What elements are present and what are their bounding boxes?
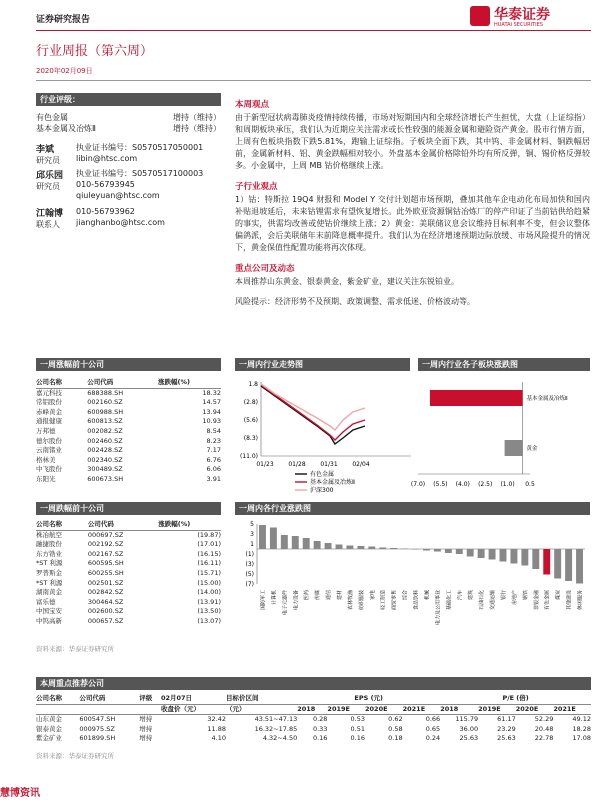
table-row: [36, 540, 221, 550]
table-cell: (13.91): [197, 597, 221, 606]
legend-label: 基本金属及冶炼Ⅱ: [310, 479, 355, 486]
table-cell: 东阳光: [36, 474, 56, 483]
losers-source: 资料来源：华泰证券研究所: [36, 645, 114, 653]
table-cell: 罗普斯金: [36, 568, 62, 577]
sub-text: 1）钴：特斯拉 19Q4 财报和 Model Y 交付计划超市场预期，叠加其他车企电动化布局加快和国内补贴退坡延后，未来钴锂需求有望恢复增长。此外欧亚资源铜钴冶炼厂的停产印证了当前钴供给趋紧的事实，供需均改善或使钴价继续上涨；2）黄金：美联储议息会议维持目标利率不变，但会议整体偏鸽派，会后美联储年末前降息概率提升。我们认为在经济增速预期边际放缓、市场风险提升的情况下，黄金保值性配置功能将再次体现。: [235, 195, 590, 252]
table-cell: 8.54: [206, 426, 221, 435]
recommend-title: 本周重点推荐公司: [36, 677, 591, 690]
table-cell: 通报健康: [36, 417, 62, 426]
x-tick-label: (1.0): [500, 481, 515, 488]
bar: [554, 549, 561, 579]
table-cell: 14.57: [202, 398, 221, 407]
table-cell: 688388.SH: [87, 388, 124, 397]
category-label: 非银金融: [533, 590, 540, 611]
rating-name-1: 有色金属: [36, 113, 68, 122]
table-cell: 0.66: [425, 715, 441, 724]
category-label: 其他建设: [566, 590, 573, 611]
category-label: 计算机: [271, 590, 278, 606]
table-cell: 600988.SH: [87, 407, 124, 416]
y-tick-label: 1: [250, 541, 254, 548]
table-cell: 0.53: [350, 715, 366, 724]
table-row: [36, 475, 221, 485]
bar: [521, 549, 528, 566]
table-cell: 东方锆业: [36, 549, 62, 558]
table-cell: 6.76: [206, 455, 221, 464]
col-header: 02月07日: [161, 694, 226, 704]
category-label: 综合: [402, 590, 409, 601]
col-subheader: 2021E: [403, 704, 441, 715]
table-cell: 36.00: [459, 724, 479, 733]
category-label: 农林牧渔: [347, 590, 354, 611]
table-cell: (13.07): [197, 616, 221, 625]
bar: [456, 549, 463, 554]
bar: [336, 545, 343, 550]
table-row: [36, 598, 221, 608]
y-tick-label: 3: [250, 531, 254, 538]
focus-title: 重点公司及动态: [235, 264, 295, 274]
bar: [346, 546, 353, 550]
bar: [270, 528, 277, 550]
table-cell: 10.93: [202, 417, 221, 426]
gainers-table: [36, 378, 221, 485]
col-subheader: 收盘价（元）: [161, 704, 226, 715]
table-cell: 52.29: [534, 715, 554, 724]
analyst-email: qiuleyuan@htsc.com: [76, 191, 160, 200]
table-cell: 紫金矿业: [36, 734, 62, 743]
x-tick-label: 0.5: [525, 481, 535, 488]
focus-text: 本周推荐山东黄金、银泰黄金，紫金矿业，建议关注东锐铂业。: [235, 277, 459, 286]
x-tick-label: 02/04: [352, 461, 370, 468]
analyst-email: jianghanbo@htsc.com: [76, 218, 165, 227]
table-cell: (19.87): [197, 530, 221, 539]
table-cell: 0.16: [350, 734, 366, 743]
table-cell: 增持: [139, 724, 153, 733]
category-label: 汽车: [457, 590, 464, 601]
col-subheader: 2020E: [365, 704, 403, 715]
table-cell: 增持: [139, 715, 153, 724]
table-cell: 云南锗业: [36, 446, 62, 455]
rating-name-2: 基本金属及冶炼Ⅱ: [36, 124, 96, 133]
y-tick-label: (7): [245, 581, 254, 588]
category-label: 电力设备: [293, 590, 300, 611]
category-label: 基础化工: [446, 590, 453, 611]
table-cell: 湖南黄金: [36, 588, 62, 597]
table-row: [36, 417, 221, 427]
table-cell: 002192.SZ: [87, 540, 124, 549]
bar: [489, 549, 496, 560]
table-cell: 25.63: [497, 734, 516, 743]
col-subheader: 2018: [440, 704, 478, 715]
table-cell: 115.79: [455, 715, 479, 724]
table-cell: 61.17: [497, 715, 516, 724]
y-tick-label: (2.8): [243, 399, 258, 406]
title-rule: [36, 80, 591, 81]
table-cell: (16.11): [197, 559, 221, 568]
analyst-phone: 010-56793962: [76, 207, 135, 216]
page-title: 行业周报（第六周）: [36, 44, 154, 59]
category-label: 石油石化: [479, 590, 486, 611]
col-header: 公司名称: [36, 378, 87, 388]
x-tick-label: 01/23: [256, 461, 274, 468]
category-label: 黄金: [526, 446, 538, 452]
rating-table: [36, 112, 221, 134]
bar: [423, 549, 430, 551]
table-cell: 002160.SZ: [87, 398, 123, 407]
table-row: [36, 398, 221, 408]
table-cell: 常铝股份: [36, 398, 62, 407]
table-cell: 002842.SZ: [87, 588, 124, 597]
table-cell: 300464.SZ: [87, 597, 124, 606]
bar: [576, 549, 583, 584]
table-row: [36, 456, 221, 466]
table-cell: 002340.SZ: [87, 455, 123, 464]
chart3-bar-chart: [235, 518, 590, 646]
category-label: 医药: [304, 590, 311, 601]
table-row: [36, 725, 591, 735]
table-cell: 4.10: [211, 734, 227, 743]
category-label: 煤炭: [555, 590, 562, 601]
sub-title: 子行业观点: [235, 182, 278, 192]
bar: [259, 525, 266, 549]
table-cell: 25.63: [459, 734, 479, 743]
rating-value-2: 增持（维持）: [173, 124, 221, 133]
category-label: 交通运输: [490, 590, 497, 611]
gainers-title: 一周涨幅前十公司: [36, 358, 221, 371]
logo-mark-icon: [470, 6, 490, 26]
table-cell: 600547.SH: [79, 715, 116, 724]
series-line-base-metals: [261, 385, 365, 440]
table-row: [36, 530, 221, 540]
table-cell: 0.33: [312, 724, 328, 733]
x-tick-label: (4.0): [455, 481, 470, 488]
table-cell: 万邦德: [36, 426, 56, 435]
category-label: 建筑: [468, 590, 475, 601]
analyst-2: [36, 168, 226, 201]
y-tick-label: (8.3): [243, 435, 258, 442]
table-cell: 17.08: [572, 734, 591, 743]
analyst-name: 邱乐园: [36, 171, 64, 181]
analyst-name: 江翰博: [36, 209, 64, 219]
body-column: [235, 98, 590, 308]
table-cell: 6.06: [206, 465, 221, 474]
table-row: [36, 446, 221, 456]
table-cell: 22.78: [534, 734, 554, 743]
analyst-cert: 执业证书编号：S0570517100003: [76, 169, 204, 178]
table-cell: 0.62: [388, 715, 403, 724]
category-label: 钢铁: [522, 590, 529, 601]
table-cell: 13.94: [202, 407, 221, 416]
bar: [500, 549, 507, 562]
category-label: 家电: [369, 590, 376, 601]
table-cell: 002167.SZ: [87, 549, 124, 558]
col-header: 涨跌幅(%): [158, 378, 221, 388]
col-subheader: 2020E: [516, 704, 554, 715]
table-cell: 中国宝安: [36, 607, 62, 616]
category-label: 建材: [337, 590, 343, 601]
category-label: 房地产: [511, 590, 518, 606]
col-subheader: 2021E: [553, 704, 591, 715]
analyst-role: 研究员: [36, 156, 60, 165]
col-subheader: 2018: [297, 704, 327, 715]
table-cell: 0.58: [388, 724, 403, 733]
category-label: 通信: [326, 590, 333, 601]
footer-source: 资料来源：华泰证券研究所: [36, 752, 114, 760]
bar: [510, 549, 517, 564]
logo-en: HUATAI SECURITIES: [494, 22, 543, 28]
bar: [368, 547, 375, 550]
bar: [314, 541, 321, 549]
table-row: [36, 569, 221, 579]
view-title: 本周观点: [235, 100, 270, 110]
x-tick-label: 01/31: [320, 461, 338, 468]
table-cell: 德尔股份: [36, 436, 62, 445]
table-cell: 赤峰黄金: [36, 407, 62, 416]
bar: [543, 549, 550, 575]
analyst-phone: 010-56793945: [76, 180, 135, 189]
analyst-email: libin@htsc.com: [76, 154, 138, 163]
y-tick-label: (5.6): [243, 417, 258, 424]
y-tick-label: (1): [245, 551, 254, 558]
chart2-title: 一周内行业各子板块涨跌图: [418, 358, 590, 371]
table-cell: 600595.SH: [87, 559, 124, 568]
table-row: [36, 734, 591, 744]
col-header: 公司代码: [87, 378, 158, 388]
bar: [532, 549, 539, 569]
category-label: 机械: [424, 590, 431, 601]
table-row: [36, 617, 221, 627]
category-label: 传媒: [315, 590, 322, 601]
bar: [325, 543, 332, 549]
category-label: 轻工制造: [380, 590, 387, 611]
table-cell: 002082.SZ: [87, 426, 123, 435]
table-cell: (13.50): [197, 607, 221, 616]
table-cell: 增持: [139, 734, 153, 743]
analyst-role: 研究员: [36, 182, 60, 191]
table-row: [36, 465, 221, 475]
table-cell: 8.23: [206, 436, 221, 445]
analyst-cert: 执业证书编号：S0570517050001: [76, 143, 204, 152]
table-cell: 18.28: [572, 724, 591, 733]
bar: [390, 548, 397, 549]
col-header: 目标价区间: [226, 694, 297, 704]
bar: [445, 549, 452, 553]
losers-title: 一周跌幅前十公司: [36, 502, 221, 515]
table-cell: 002428.SZ: [87, 446, 123, 455]
table-row: [36, 408, 221, 418]
table-row: [36, 579, 221, 589]
table-cell: 山东黄金: [36, 715, 62, 724]
category-label: 食品饮料: [413, 590, 420, 611]
category-label: 基本金属及冶炼Ⅱ: [526, 396, 568, 402]
table-cell: 18.32: [202, 388, 221, 397]
x-tick-label: (2.5): [478, 481, 493, 488]
category-label: 国防军工: [260, 590, 267, 611]
table-cell: 7.17: [206, 446, 221, 455]
chart2-bar-chart: [410, 374, 590, 499]
table-cell: 20.48: [534, 724, 554, 733]
bar: [412, 549, 419, 550]
col-header: 公司名称: [36, 520, 88, 530]
table-cell: 600813.SZ: [87, 417, 123, 426]
watermark: 慧博资讯: [0, 788, 40, 799]
losers-table: [36, 520, 221, 627]
bar: [379, 548, 386, 550]
recommend-table: [36, 694, 591, 744]
table-row: [36, 588, 221, 598]
bar: [434, 549, 441, 552]
col-subheader: 2019E: [478, 704, 516, 715]
table-cell: 300489.SZ: [87, 465, 123, 474]
bar: [401, 549, 408, 550]
col-subheader: 2019E: [327, 704, 365, 715]
logo-cn: 华泰证券: [494, 7, 550, 23]
table-cell: 银泰黄金: [36, 724, 62, 733]
table-cell: 富乐德: [36, 597, 56, 606]
table-cell: 23.29: [497, 724, 516, 733]
category-label: 商贸零售: [391, 590, 398, 611]
y-tick-label: 1.8: [248, 381, 258, 388]
rating-title: 行业评级：: [36, 93, 221, 106]
legend-label: 沪深300: [310, 487, 334, 494]
table-cell: 中飞股份: [36, 465, 62, 474]
table-cell: (15.71): [197, 568, 221, 577]
table-cell: 000975.SZ: [79, 724, 115, 733]
category-label: 电力及公用事业: [435, 590, 442, 626]
category-label: 银行: [501, 590, 507, 601]
table-row: [36, 559, 221, 569]
table-cell: *ST 利源: [36, 559, 63, 568]
bar: [467, 549, 474, 557]
col-header: 公司代码: [88, 520, 158, 530]
bar: [505, 440, 523, 456]
table-cell: 3.91: [206, 474, 221, 483]
table-cell: 11.88: [207, 724, 227, 733]
bar: [357, 546, 364, 549]
table-cell: 0.51: [350, 724, 366, 733]
category-label: 休闲服务: [577, 590, 584, 611]
analyst-name: 李斌: [36, 145, 55, 155]
bar: [303, 538, 310, 549]
table-row: [36, 550, 221, 560]
table-cell: 0.18: [388, 734, 403, 743]
rating-value-1: 增持（维持）: [173, 113, 221, 122]
table-row: [36, 427, 221, 437]
bar: [292, 536, 299, 549]
col-header-eps: EPS (元): [297, 694, 440, 704]
table-cell: 融捷股份: [36, 540, 62, 549]
table-cell: 002600.SZ: [87, 607, 124, 616]
x-tick-label: (5.5): [433, 481, 448, 488]
chart1-title: 一周内行业走势图: [235, 358, 410, 371]
table-row: [36, 715, 591, 725]
table-cell: 株冶航空: [36, 530, 62, 539]
table-cell: 600255.SH: [87, 568, 124, 577]
category-label: 有色金属: [544, 590, 551, 611]
header-rule: [36, 30, 591, 31]
chart1-line-chart: [235, 374, 415, 499]
x-tick-label: 01/28: [288, 461, 306, 468]
analyst-3: [36, 206, 226, 230]
table-cell: 43.51~47.13: [254, 715, 298, 724]
chart3-title: 一周内各行业涨跌图: [235, 502, 590, 515]
report-type: 证券研究报告: [36, 15, 91, 25]
category-label: 电子元器件: [282, 590, 289, 616]
table-cell: 000697.SZ: [87, 530, 124, 539]
table-cell: 0.65: [425, 724, 441, 733]
col-header: 公司代码: [79, 694, 139, 704]
x-tick-label: (7.0): [410, 481, 426, 488]
col-header: 评级: [139, 694, 161, 704]
col-header-pe: P/E (倍): [440, 694, 591, 704]
table-cell: 4.32~4.50: [262, 734, 298, 743]
table-cell: 0.28: [312, 715, 328, 724]
table-cell: (15.00): [197, 578, 221, 587]
col-header: 公司名称: [36, 694, 79, 704]
table-cell: 中钨高新: [36, 616, 62, 625]
y-tick-label: (5): [245, 571, 254, 578]
table-cell: 601899.SH: [79, 734, 116, 743]
table-cell: (17.01): [197, 540, 221, 549]
bar: [430, 390, 523, 406]
table-row: [36, 437, 221, 447]
table-cell: 格林美: [36, 455, 56, 464]
table-cell: 32.42: [207, 715, 227, 724]
analyst-role: 联系人: [36, 220, 60, 229]
y-tick-label: (3): [245, 561, 254, 568]
table-cell: (14.00): [197, 588, 221, 597]
table-cell: 000657.SZ: [87, 616, 124, 625]
bar: [281, 535, 288, 549]
table-cell: 002460.SZ: [87, 436, 123, 445]
table-cell: 0.16: [312, 734, 328, 743]
report-date: 2020年02月09日: [36, 67, 93, 75]
y-tick-label: (11.0): [239, 453, 258, 460]
legend-label: 有色金属: [310, 471, 335, 478]
col-subheader: （元）: [226, 704, 297, 715]
y-tick-label: 5: [250, 521, 254, 528]
table-cell: (16.15): [197, 549, 221, 558]
bar: [565, 549, 572, 581]
table-row: [36, 388, 221, 398]
table-cell: 002501.SZ: [87, 578, 124, 587]
category-label: 纺织服装: [358, 590, 365, 611]
table-cell: 600673.SH: [87, 474, 124, 483]
table-cell: 49.12: [572, 715, 591, 724]
view-text: 由于新型冠状病毒肺炎疫情持续传播，市场对短期国内和全球经济增长产生担忧，大盘（上证综指）和周期板块承压，我们认为近期应关注需求或长性较强的能源金属和避险资产黄金。股市行情方面，上周有色板块指数下跌5.81%，跑输上证综指。子板块全面下跌，其中钨、非金属材料、铜跌幅居前，金属新材料、铝、黄金跌幅相对较小。外盘基本金属价格除铅外均有所反弹，铜、锡价格反弹较多。小金属中，上周 MB 钴价格继续上涨。: [235, 113, 590, 170]
risk-text: 风险提示：经济形势不及预期、政策调整、需求低迷、价格波动等。: [235, 297, 475, 306]
table-cell: 16.32~17.85: [254, 724, 298, 733]
table-cell: 0.24: [425, 734, 441, 743]
table-cell: 嘉元科技: [36, 388, 62, 397]
bar: [478, 549, 485, 558]
table-cell: *ST 利源: [36, 578, 63, 587]
analyst-1: [36, 142, 226, 166]
logo: [470, 6, 590, 30]
col-header: 涨跌幅(%): [158, 520, 221, 530]
table-row: [36, 607, 221, 617]
